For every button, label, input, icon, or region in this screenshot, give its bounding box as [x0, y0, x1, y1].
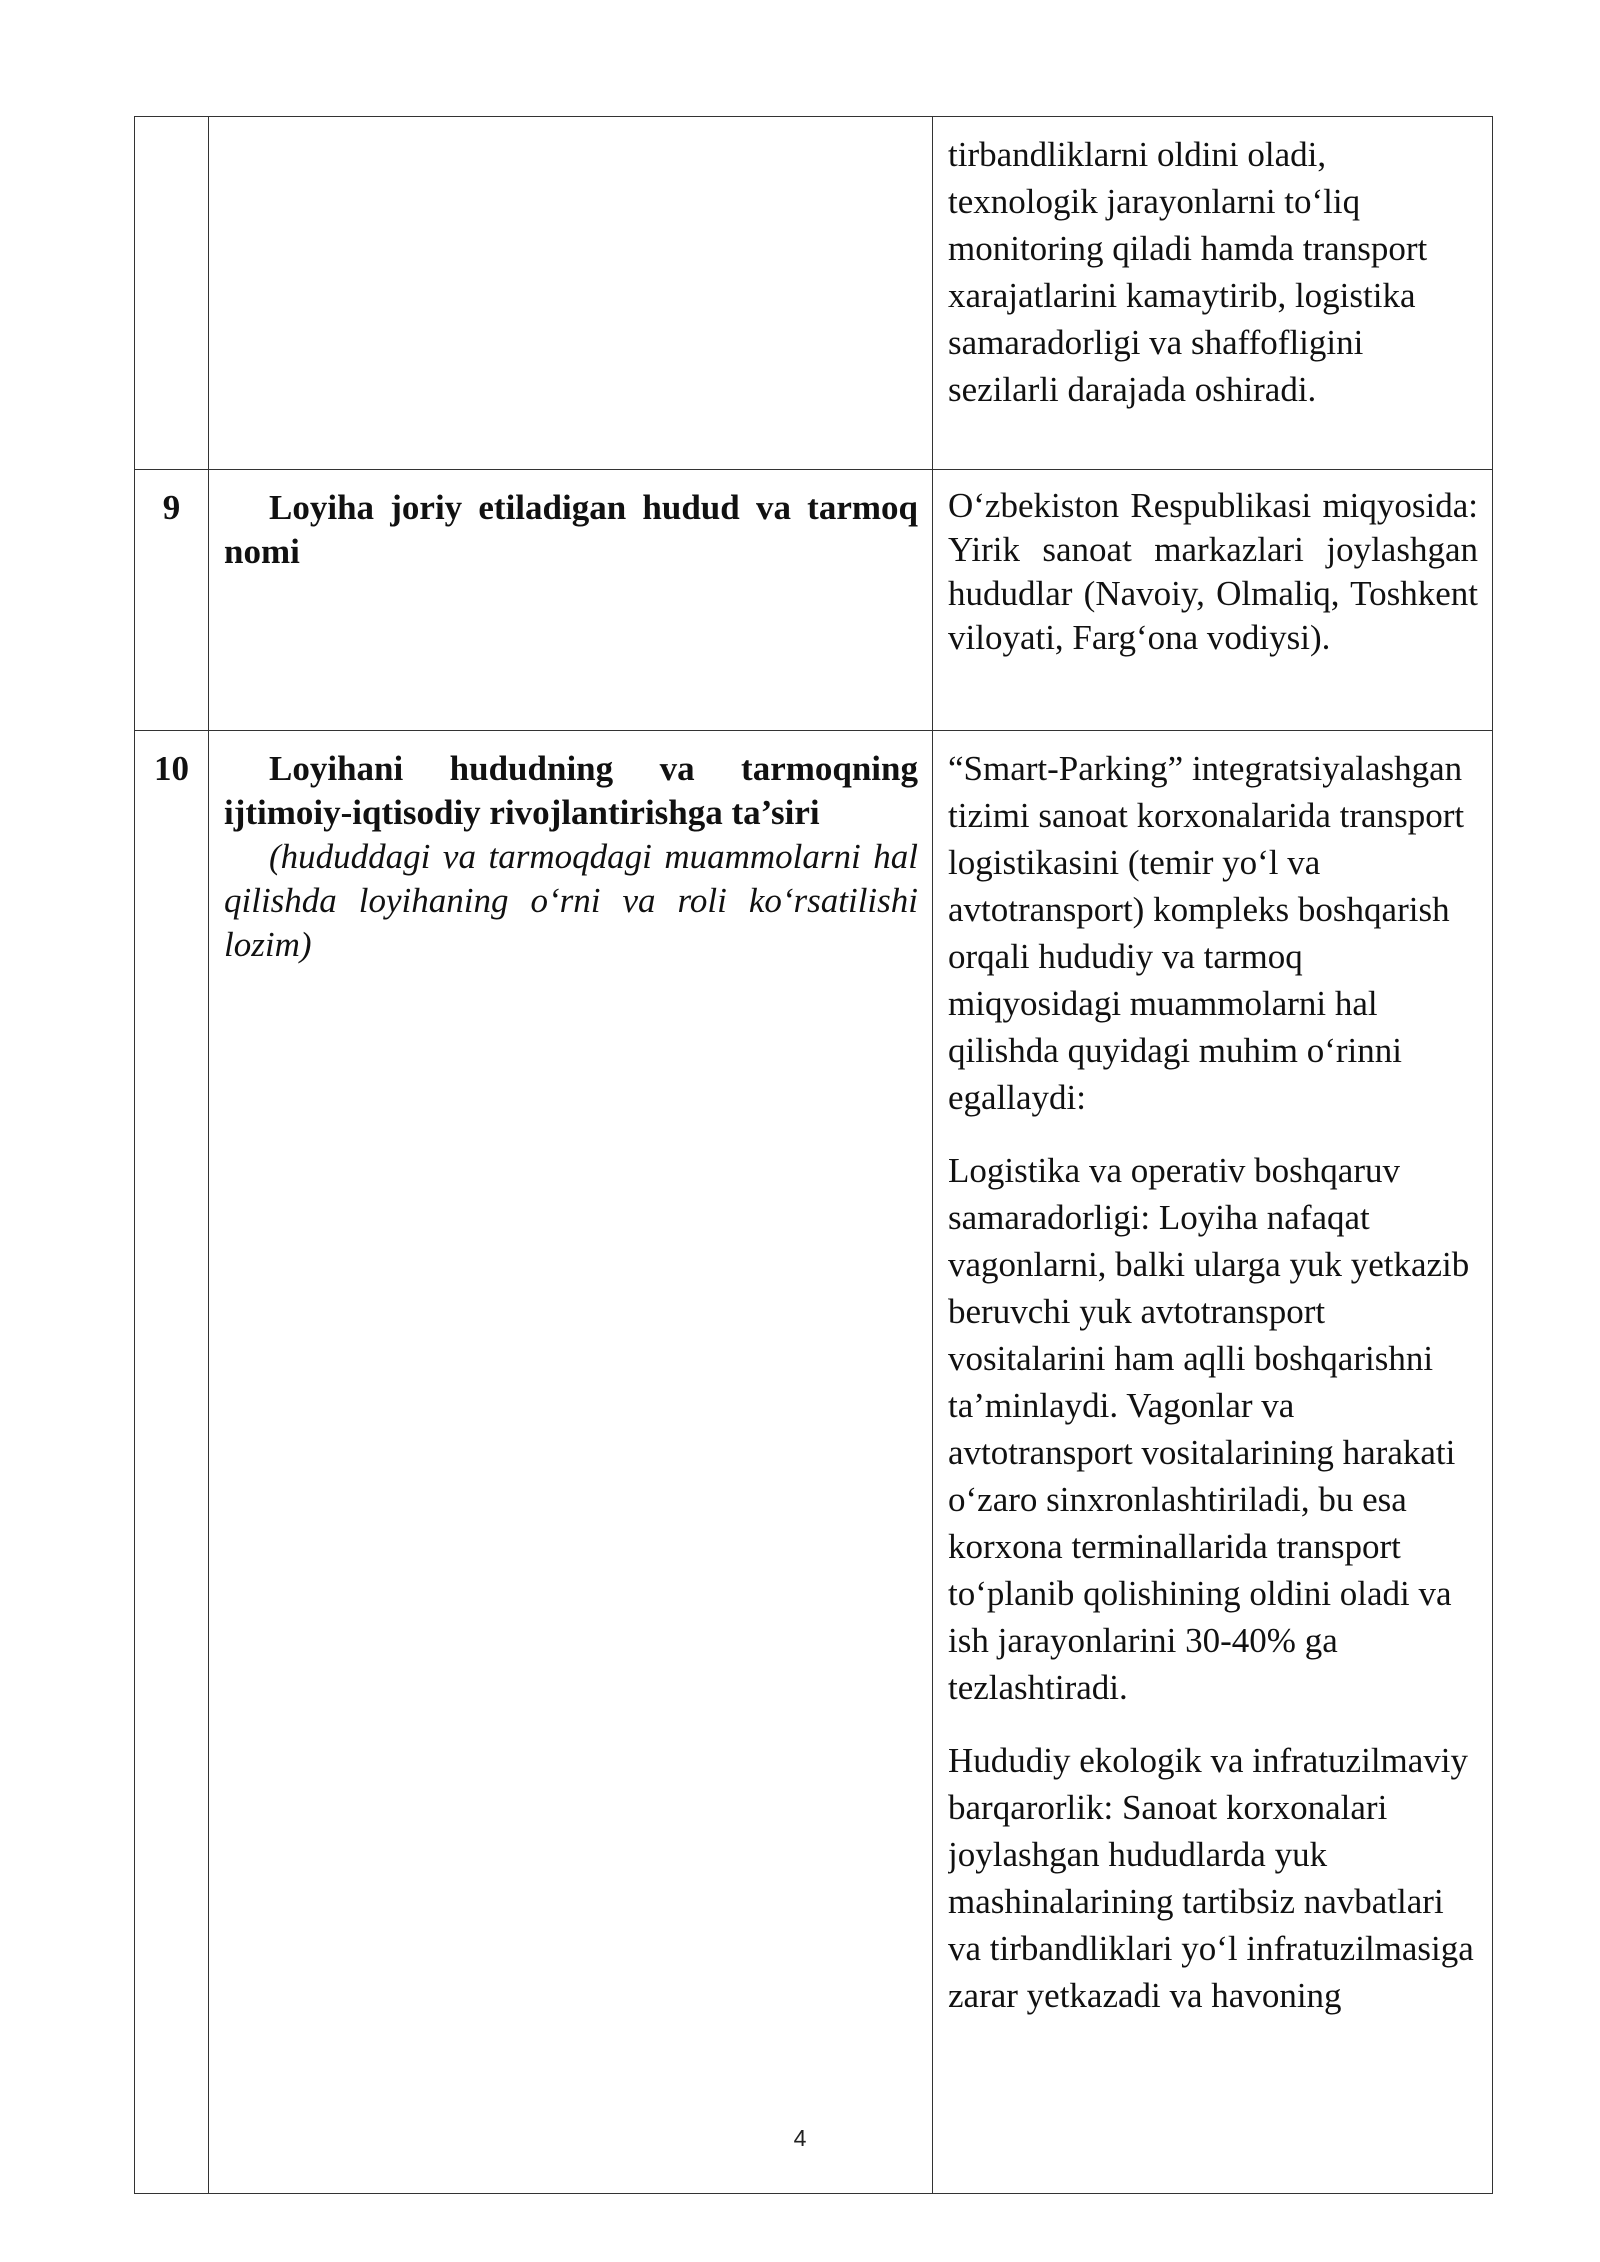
description-paragraph: Logistika va operativ boshqaruv samaradorligi: Loyiha nafaqat vagonlarni, balki ularga yuk yetkazib beruvchi yuk avtotransport vositalarini ham aqlli boshqarishni ta’minlaydi. Vagonlar va avtotransport vositalarining harakati o‘zaro sinxronlashtiriladi, bu esa korxona terminallarida transport to‘planib qolishining oldini oladi va ish jarayonlarini 30-40% ga tezlashtiradi.	[948, 1151, 1470, 1707]
row-title	[209, 470, 933, 731]
table-row	[135, 470, 1493, 731]
row-description	[933, 731, 1493, 2194]
table-row	[135, 117, 1493, 470]
row-number: 9	[135, 470, 209, 731]
row-description	[933, 470, 1493, 731]
row-title-bold: Loyihani hududning va tarmoqning ijtimoiy-iqtisodiy rivojlantirishga ta’siri	[224, 749, 918, 832]
row-title-note: (hududdagi va tarmoqdagi muammolarni hal qilishda loyihaning o‘rni va roli ko‘rsatilishi lozim)	[224, 837, 918, 964]
row-number: 10	[135, 731, 209, 2194]
row-title	[209, 731, 933, 2194]
row-number	[135, 117, 209, 470]
page-number: 4	[793, 2125, 807, 2151]
description-text: O‘zbekiston Respublikasi miqyosida: Yirik sanoat markazlari joylashgan hududlar (Navoiy, Olmaliq, Toshkent viloyati, Farg‘ona vodiysi).	[948, 486, 1478, 657]
row-title	[209, 117, 933, 470]
description-text: tirbandliklarni oldini oladi, texnologik jarayonlarni to‘liq monitoring qiladi hamda transport xarajatlarini kamaytirib, logistika samaradorligi va shaffofligini sezilarli darajada oshiradi.	[948, 135, 1428, 409]
project-info-table	[134, 116, 1493, 2194]
table-row	[135, 731, 1493, 2194]
row-title-bold: Loyiha joriy etiladigan hudud va tarmoq nomi	[224, 488, 918, 571]
description-paragraph: “Smart-Parking” integratsiyalashgan tizimi sanoat korxonalarida transport logistikasini (temir yo‘l va avtotransport) kompleks boshqarish orqali hududiy va tarmoq miqyosidagi muammolarni hal qilishda quyidagi muhim o‘rinni egallaydi:	[948, 749, 1465, 1117]
description-clip	[948, 745, 1478, 2181]
row-description	[933, 117, 1493, 470]
description-paragraph: Hududiy ekologik va infratuzilmaviy barqarorlik: Sanoat korxonalari joylashgan hududlarda yuk mashinalarining tartibsiz navbatlari va tirbandliklari yo‘l infratuzilmasiga zarar yetkazadi va havoning	[948, 1741, 1474, 2015]
